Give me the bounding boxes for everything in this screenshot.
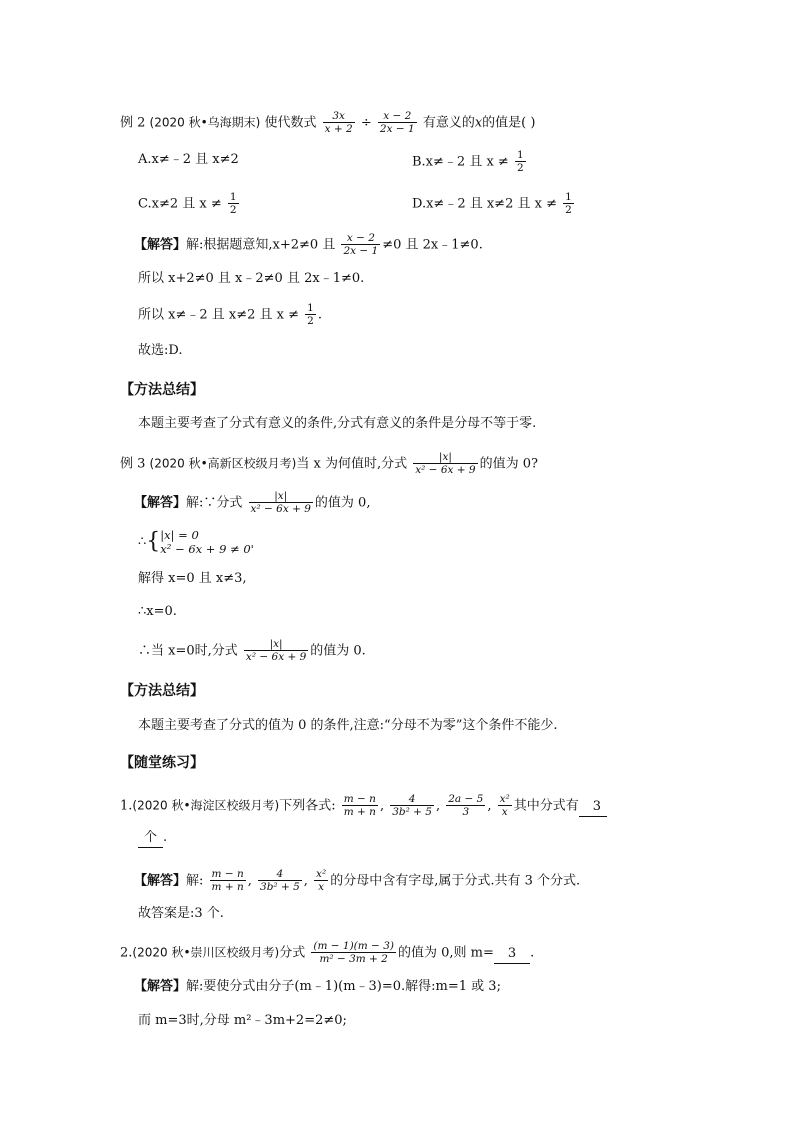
q1-answer-blank-2: 个	[138, 829, 163, 848]
q1-fraction-1: $\frac{m - n}{m + n}$	[343, 793, 376, 818]
div-sign: ÷	[360, 115, 372, 131]
q2-source: (2020 秋•崇川区校级月考)	[132, 945, 280, 960]
ex2-option-c: C.x≠2 且 x ≠ $\frac{1}{2}$	[138, 191, 237, 216]
ex2-text-post: 有意义的	[422, 115, 475, 131]
ex3-label: 例 3	[120, 456, 146, 472]
ex3-question: 例 3 (2020 秋•高新区校级月考)当 x 为何值时,分式 $\frac{|x|}{\text{x² − 6x + 9}}$ 的值为 0?	[120, 451, 538, 476]
ex3-answer-line5: ∴当 x=0时,分式 $\frac{|x|}{\text{x² − 6x + 9}}$ 的值为 0.	[138, 638, 366, 663]
ex2-answer-fraction: $\frac{x - 2}{2x - 1}$	[343, 232, 379, 257]
practice-heading: 【随堂练习】	[120, 755, 204, 771]
ex2-option-d: D.x≠﹣2 且 x≠2 且 x ≠ $\frac{1}{2}$	[412, 191, 572, 216]
equation-system: |x| = 0 x² − 6x + 9 ≠ 0'	[160, 528, 254, 556]
practice-q1-answer: 【解答】解: $\frac{m - n}{m + n}$ , $\frac{4}{\text{3b² + 5}}$ , $\frac{\text{x²}}{x}$ 的分母中含有字母,属于分式.共有 3 个分式.	[134, 868, 581, 893]
answer-tag: 【解答】	[134, 979, 187, 994]
method-summary-heading-2: 【方法总结】	[120, 683, 204, 699]
ex2-text-end: 的值是( )	[482, 115, 536, 131]
practice-q2: 2.(2020 秋•崇川区校级月考)分式 $\frac{(m - 1)(m - 3)}{\text{m² − 3m + 2}}$ 的值为 0,则 m= 3 .	[120, 940, 535, 965]
q1-source: (2020 秋•海淀区校级月考)	[132, 798, 280, 813]
q2-answer-blank: 3	[494, 945, 530, 964]
left-brace-icon: {	[146, 529, 161, 554]
answer-tag: 【解答】	[134, 495, 187, 511]
ex2-text: 使代数式	[264, 115, 317, 131]
ex3-answer-line4: ∴x=0.	[138, 604, 177, 619]
q2-fraction: $\frac{(m - 1)(m - 3)}{\text{m² − 3m + 2}}$	[313, 940, 394, 965]
q1-fraction-3: $\frac{2a - 5}{3}$	[448, 793, 484, 818]
ex3-fraction: $\frac{|x|}{\text{x² − 6x + 9}}$	[415, 451, 476, 476]
ex3-source: (2020 秋•高新区校级月考)	[149, 456, 297, 471]
method-summary-heading: 【方法总结】	[120, 382, 204, 398]
practice-q2-answer-2: 而 m=3时,分母 m²﹣3m+2=2≠0;	[138, 1013, 347, 1028]
method-summary-text-2: 本题主要考查了分式的值为 0 的条件,注意:“分母不为零”这个条件不能少.	[138, 718, 558, 733]
q1-answer-blank: 3	[579, 798, 607, 817]
ex2-label: 例 2	[120, 115, 146, 131]
half-fraction: $\frac{1}{2}$	[307, 302, 314, 327]
ex2-answer-line2: 所以 x+2≠0 且 x﹣2≠0 且 2x﹣1≠0.	[138, 271, 365, 286]
ex3-answer-line3: 解得 x=0 且 x≠3,	[138, 571, 247, 586]
ex2-answer-line1: 【解答】解:根据题意知,x+2≠0 且 $\frac{x - 2}{2x - 1}$ ≠0 且 2x﹣1≠0.	[134, 232, 483, 257]
q1-fraction-2: $\frac{4}{\text{3b² + 5}}$	[392, 793, 432, 818]
method-summary-text: 本题主要考查了分式有意义的条件,分式有意义的条件是分母不等于零.	[138, 416, 537, 431]
therefore-sign: ∴	[138, 534, 147, 550]
half-fraction: $\frac{1}{2}$	[516, 149, 524, 174]
q1-fraction-4: $\frac{\text{x²}}{x}$	[499, 793, 510, 818]
ex2-fraction-2: $\frac{x - 2}{2x - 1}$	[379, 110, 415, 135]
ex2-fraction-1: $\frac{3x}{x + 2}$	[324, 110, 353, 135]
ex3-answer-line1: 【解答】解:∵分式 $\frac{|x|}{\text{x² − 6x + 9}}$ 的值为 0,	[134, 490, 371, 515]
q1-ans-fraction-3: $\frac{\text{x²}}{x}$	[316, 868, 327, 893]
practice-q1-cont: 个 .	[138, 829, 167, 848]
ex2-question	[120, 110, 535, 136]
ex3-answer-fraction-2: $\frac{|x|}{\text{x² − 6x + 9}}$	[245, 638, 307, 663]
ex3-system	[138, 528, 254, 556]
q1-ans-fraction-1: $\frac{m - n}{m + n}$	[211, 868, 244, 893]
practice-q2-answer: 【解答】解:要使分式由分子(m﹣1)(m﹣3)=0.解得:m=1 或 3;	[134, 979, 501, 994]
ex3-answer-fraction: $\frac{|x|}{\text{x² − 6x + 9}}$	[250, 490, 311, 515]
ex2-answer-line4: 故选:D.	[138, 343, 183, 358]
q2-label: 2.	[120, 945, 133, 961]
q1-ans-fraction-2: $\frac{4}{\text{3b² + 5}}$	[260, 868, 300, 893]
practice-q1-final: 故答案是:3 个.	[138, 906, 224, 921]
answer-tag: 【解答】	[134, 873, 187, 889]
q1-label: 1.	[120, 798, 133, 814]
practice-q1: 1.(2020 秋•海淀区校级月考)下列各式: $\frac{m - n}{m + n}$ , $\frac{4}{\text{3b² + 5}}$ , $\frac{2a - 5}{3}$ , $\frac{\text{x²}}{x}$ 其中分式有 3	[120, 793, 607, 819]
ex2-var: x	[474, 115, 483, 131]
ex2-source: (2020 秋•乌海期末)	[149, 115, 261, 130]
ex2-answer-line3: 所以 x≠﹣2 且 x≠2 且 x ≠ $\frac{1}{2}$ .	[138, 302, 322, 327]
half-fraction: $\frac{1}{2}$	[565, 191, 572, 216]
answer-tag: 【解答】	[134, 237, 187, 253]
half-fraction: $\frac{1}{2}$	[229, 191, 237, 216]
ex2-option-a: A.x≠﹣2 且 x≠2	[138, 152, 239, 167]
ex2-option-b: B.x≠﹣2 且 x ≠ $\frac{1}{2}$	[412, 149, 524, 174]
